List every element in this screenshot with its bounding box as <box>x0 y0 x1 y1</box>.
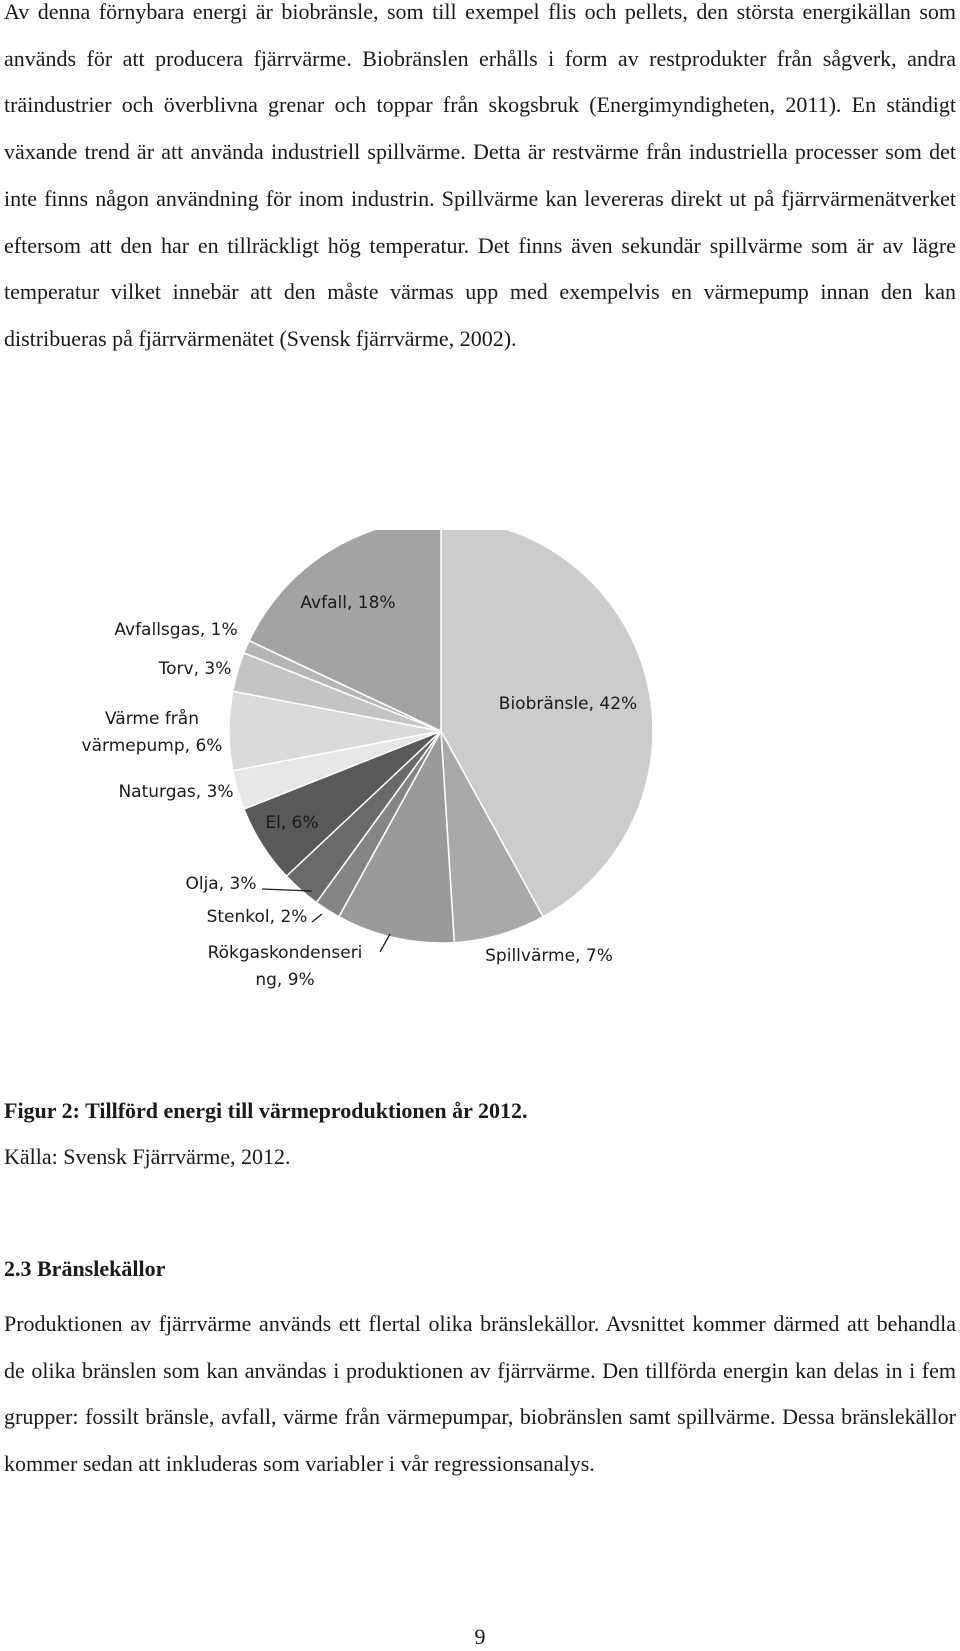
slice-label-1: Spillvärme, 7% <box>485 946 613 966</box>
leader-rokgas <box>380 934 390 952</box>
slice-label-4: Olja, 3% <box>185 874 257 894</box>
body-paragraph-2: Produktionen av fjärrvärme används ett flertal olika bränslekällor. Avsnittet kommer därmed att behandla de olika bränslen som kan användas i produktionen av fjärrvärme. Den tillförda energin kan delas in i fem grupper: fossilt bränsle, avfall, värme från värmepumpar, biobränslen samt spillvärme. Dessa bränslekällor kommer sedan att inkluderas som variabler i vår regressionsanalys. <box>4 1311 956 1477</box>
pie-slices <box>229 530 653 943</box>
pie-chart <box>0 530 960 1050</box>
page-number: 9 <box>474 1624 486 1649</box>
slice-label-5: El, 6% <box>265 813 319 833</box>
body-paragraph-1: Av denna förnybara energi är biobränsle, som till exempel flis och pellets, den största energikällan som används för att producera fjärrvärme. Biobränslen erhålls i form av restprodukter från sågverk, andra träindustrier och överblivna grenar och toppar från skogsbruk (Energimyndigheten, 2011). En ständigt växande trend är att använda industriell spillvärme. Detta är restvärme från industriella processer som det inte finns någon användning för inom industrin. Spillvärme kan levereras direkt ut på fjärrvärmenätverket eftersom att den har en tillräckligt hög temperatur. Det finns även sekundär spillvärme som är av lägre temperatur vilket innebär att den måste värmas upp med exempelvis en värmepump innan den kan distribueras på fjärrvärmenätet (Svensk fjärrvärme, 2002). <box>4 0 956 351</box>
slice-label-10: Avfall, 18% <box>300 593 396 613</box>
slice-label-3: Stenkol, 2% <box>206 907 308 927</box>
leader-stenkol <box>312 914 322 922</box>
figure-caption-source: Källa: Svensk Fjärrvärme, 2012. <box>4 1144 291 1169</box>
slice-label-7: Värme från värmepump, 6% <box>81 709 223 756</box>
slice-label-6: Naturgas, 3% <box>118 782 234 802</box>
figure-caption-title: Figur 2: Tillförd energi till värmeproduktionen år 2012. <box>4 1098 528 1123</box>
section-heading: 2.3 Bränslekällor <box>4 1256 166 1281</box>
slice-label-9: Avfallsgas, 1% <box>114 620 238 640</box>
slice-label-8: Torv, 3% <box>158 659 232 679</box>
slice-label-0: Biobränsle, 42% <box>498 694 638 714</box>
slice-label-2: Rökgaskondenseri ng, 9% <box>207 943 363 990</box>
